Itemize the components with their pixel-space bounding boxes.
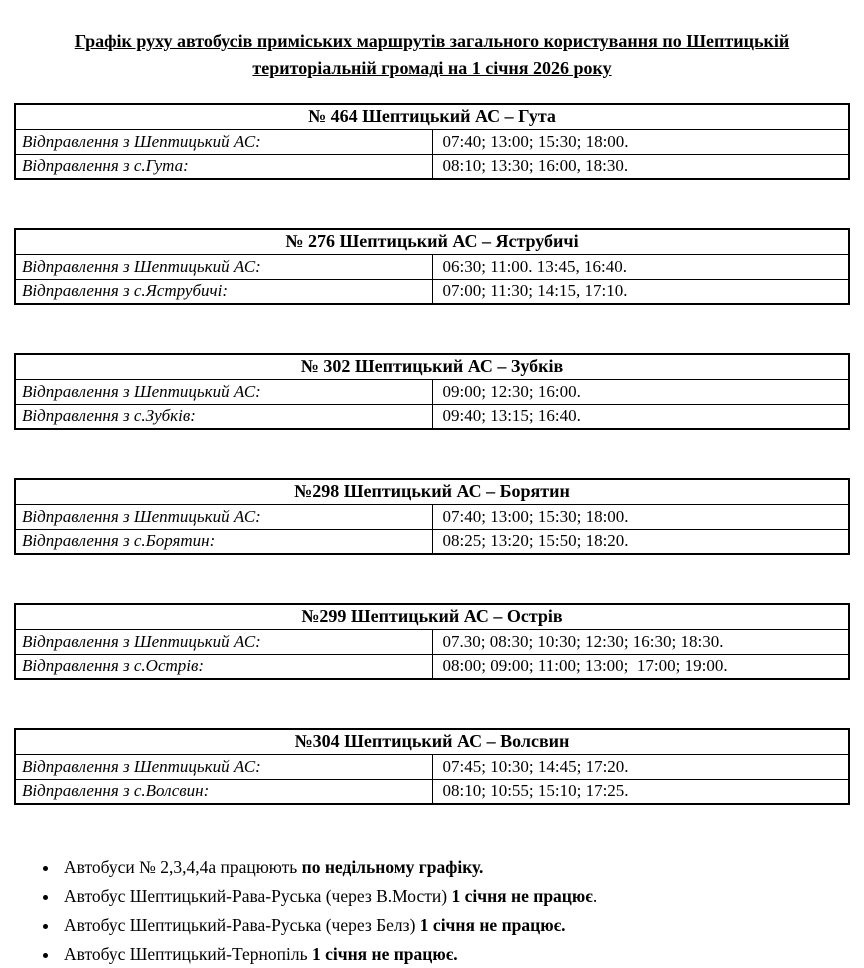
departure-times: 07:45; 10:30; 14:45; 17:20. (432, 754, 849, 779)
route-304-table (14, 728, 850, 805)
route-299-table (14, 603, 850, 680)
list-item (60, 886, 850, 906)
note-bold-text: по недільному графіку. (301, 857, 484, 877)
departure-label: Відправлення з Шептицький АС: (15, 504, 432, 529)
departure-times: 09:40; 13:15; 16:40. (432, 404, 849, 429)
departure-label: Відправлення з Шептицький АС: (15, 129, 432, 154)
departure-times: 07:40; 13:00; 15:30; 18:00. (432, 129, 849, 154)
table-row (15, 154, 849, 179)
route-276-table (14, 228, 850, 305)
page-title (18, 28, 846, 82)
note-bold-text: 1 січня не працює. (419, 915, 566, 935)
departure-times: 08:10; 10:55; 15:10; 17:25. (432, 779, 849, 804)
table-header-row (15, 604, 849, 629)
departure-times: 07:00; 11:30; 14:15, 17:10. (432, 279, 849, 304)
table-row (15, 379, 849, 404)
departure-label: Відправлення з с.Яструбичі: (15, 279, 432, 304)
departure-times: 07.30; 08:30; 10:30; 12:30; 16:30; 18:30. (432, 629, 849, 654)
departure-label: Відправлення з с.Волсвин: (15, 779, 432, 804)
page-title-line-2: територіальній громаді на 1 січня 2026 року (252, 58, 612, 78)
page-title-line-1: Графік руху автобусів приміських маршрутів загального користування по Шептицькій (74, 31, 790, 51)
table-row (15, 129, 849, 154)
note-text: Автобус Шептицький-Тернопіль (64, 944, 312, 964)
note-bold-text: 1 січня не працює. (311, 944, 458, 964)
table-header-row (15, 479, 849, 504)
table-row (15, 779, 849, 804)
departure-label: Відправлення з с.Острів: (15, 654, 432, 679)
table-row (15, 529, 849, 554)
table-row (15, 254, 849, 279)
departure-label: Відправлення з Шептицький АС: (15, 754, 432, 779)
departure-label: Відправлення з с.Зубків: (15, 404, 432, 429)
table-header-row (15, 354, 849, 379)
departure-label: Відправлення з с.Борятин: (15, 529, 432, 554)
departure-label: Відправлення з с.Гута: (15, 154, 432, 179)
departure-label: Відправлення з Шептицький АС: (15, 629, 432, 654)
table-row (15, 404, 849, 429)
table-header-row (15, 729, 849, 754)
table-row (15, 504, 849, 529)
departure-times: 08:00; 09:00; 11:00; 13:00; 17:00; 19:00. (432, 654, 849, 679)
departure-times: 06:30; 11:00. 13:45, 16:40. (432, 254, 849, 279)
departure-times: 09:00; 12:30; 16:00. (432, 379, 849, 404)
departure-label: Відправлення з Шептицький АС: (15, 254, 432, 279)
route-464-title: № 464 Шептицький АС – Гута (15, 104, 849, 129)
route-298-table (14, 478, 850, 555)
table-row (15, 629, 849, 654)
table-row (15, 654, 849, 679)
route-298-title: №298 Шептицький АС – Борятин (15, 479, 849, 504)
departure-times: 08:10; 13:30; 16:00, 18:30. (432, 154, 849, 179)
route-302-title: № 302 Шептицький АС – Зубків (15, 354, 849, 379)
list-item (60, 915, 850, 935)
route-299-title: №299 Шептицький АС – Острів (15, 604, 849, 629)
route-276-title: № 276 Шептицький АС – Яструбичі (15, 229, 849, 254)
departure-times: 08:25; 13:20; 15:50; 18:20. (432, 529, 849, 554)
note-text: Автобус Шептицький-Рава-Руська (через Белз) (64, 915, 420, 935)
table-header-row (15, 104, 849, 129)
table-header-row (15, 229, 849, 254)
note-text-suffix: . (592, 886, 598, 906)
list-item (60, 944, 850, 964)
departure-times: 07:40; 13:00; 15:30; 18:00. (432, 504, 849, 529)
route-302-table (14, 353, 850, 430)
note-text: Автобуси № 2,3,4,4а працюють (64, 857, 302, 877)
route-464-table (14, 103, 850, 180)
notes-list (14, 857, 850, 964)
route-304-title: №304 Шептицький АС – Волсвин (15, 729, 849, 754)
table-row (15, 754, 849, 779)
list-item (60, 857, 850, 877)
table-row (15, 279, 849, 304)
departure-label: Відправлення з Шептицький АС: (15, 379, 432, 404)
note-bold-text: 1 січня не працює (451, 886, 593, 906)
note-text: Автобус Шептицький-Рава-Руська (через В.Мости) (64, 886, 452, 906)
